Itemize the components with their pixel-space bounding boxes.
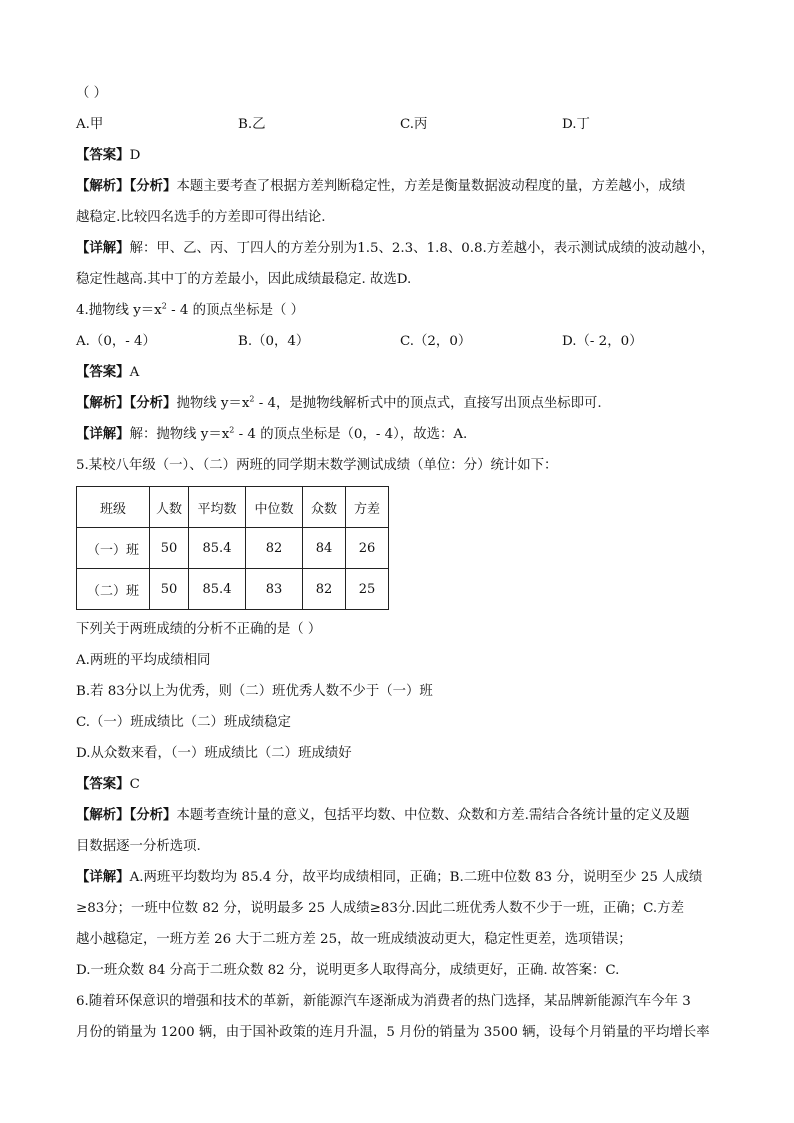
document-page — [76, 78, 726, 1048]
table-cell: 82 — [303, 569, 346, 610]
table-cell: 25 — [346, 569, 389, 610]
q5-choice-a: A.两班的平均成绩相同 — [76, 653, 211, 668]
q4-choice-d: D.（- 2，0） — [562, 334, 643, 349]
score-table — [76, 486, 389, 610]
detail-tag: 【详解】 — [76, 869, 130, 885]
q5-analysis-text-1: 本题考查统计量的意义，包括平均数、中位数、众数和方差.需结合各统计量的定义及题 — [176, 808, 690, 823]
q3-paren: （ ） — [76, 86, 108, 101]
q5-detail-line-4: D.一班众数 84 分高于二班众数 82 分，说明更多人取得高分，成绩更好，正确. 故答案：C. — [76, 963, 620, 978]
table-header-cell: 中位数 — [246, 487, 303, 528]
q5-analysis-line-1 — [76, 800, 726, 831]
q4-stem — [76, 295, 726, 326]
q4-choice-a: A.（0，- 4） — [76, 334, 156, 349]
q3-detail-line-2: 稳定性越高.其中丁的方差最小，因此成绩最稳定. 故选D. — [76, 272, 412, 287]
q3-detail-text-1: 解：甲、乙、丙、丁四人的方差分别为1.5、2.3、1.8、0.8.方差越小，表示测试成绩的波动越小， — [129, 241, 715, 256]
q3-choices — [76, 109, 726, 140]
table-header-cell: 人数 — [150, 487, 189, 528]
q5-choice-c: C.（一）班成绩比（二）班成绩稳定 — [76, 715, 291, 730]
q3-detail-line-1 — [76, 233, 726, 264]
table-cell: 85.4 — [189, 528, 246, 569]
answer-tag: 【答案】 — [76, 776, 130, 792]
q3-choice-c: C.丙 — [400, 117, 428, 132]
table-cell: （一）班 — [77, 528, 150, 569]
table-cell: 83 — [246, 569, 303, 610]
q3-choice-a: A.甲 — [76, 117, 104, 132]
q4-answer-value: A — [129, 365, 140, 380]
q4-answer — [76, 357, 726, 388]
q3-answer-value: D — [129, 148, 141, 163]
q5-detail-line-1 — [76, 862, 726, 893]
q3-answer — [76, 140, 726, 171]
table-cell: 82 — [246, 528, 303, 569]
detail-tag: 【详解】 — [76, 426, 130, 442]
q5-choice-b: B.若 83分以上为优秀，则（二）班优秀人数不少于（一）班 — [76, 684, 433, 699]
q5-analysis-line-2: 目数据逐一分析选项. — [76, 839, 201, 854]
table-cell: （二）班 — [77, 569, 150, 610]
table-row — [77, 528, 389, 569]
q5-detail-line-2: ≥83分；一班中位数 82 分，说明最多 25 人成绩≥83分.因此二班优秀人数不少于一班，正确；C.方差 — [76, 901, 684, 916]
q5-answer — [76, 769, 726, 800]
q4-analysis-sup: 2 — [249, 394, 255, 404]
analysis-tag: 【解析】【分析】 — [76, 395, 177, 411]
table-cell: 85.4 — [189, 569, 246, 610]
table-header-row — [77, 487, 389, 528]
q4-choice-b: B.（0，4） — [238, 334, 310, 349]
q4-detail-pre: 解：抛物线 y＝x — [129, 427, 230, 442]
table-row — [77, 569, 389, 610]
q3-choice-d: D.丁 — [562, 117, 590, 132]
q6-line-1: 6.随着环保意识的增强和技术的革新，新能源汽车逐渐成为消费者的热门选择，某品牌新能源汽车今年 3 — [76, 994, 691, 1009]
detail-tag: 【详解】 — [76, 240, 130, 256]
q3-choice-b: B.乙 — [238, 117, 266, 132]
q4-detail-post: - 4 的顶点坐标是（0，- 4），故选：A. — [234, 427, 468, 442]
table-cell: 50 — [150, 528, 189, 569]
q4-choice-c: C.（2，0） — [400, 334, 472, 349]
table-cell: 84 — [303, 528, 346, 569]
table-header-cell: 平均数 — [189, 487, 246, 528]
q5-stem: 5.某校八年级（一）、（二）两班的同学期末数学测试成绩（单位：分）统计如下： — [76, 458, 558, 473]
q4-detail — [76, 419, 726, 450]
answer-tag: 【答案】 — [76, 147, 130, 163]
q3-analysis-line-1 — [76, 171, 726, 202]
q4-stem-pre: 4.抛物线 y＝x — [76, 303, 162, 318]
q4-stem-sup: 2 — [161, 301, 167, 311]
q5-detail-line-3: 越小越稳定，一班方差 26 大于二班方差 25，故一班成绩波动更大，稳定性更差，选项错误； — [76, 932, 632, 947]
q5-choice-d: D.从众数来看，（一）班成绩比（二）班成绩好 — [76, 746, 352, 761]
q4-choices — [76, 326, 726, 357]
table-header-cell: 方差 — [346, 487, 389, 528]
table-cell: 50 — [150, 569, 189, 610]
q4-analysis-pre: 抛物线 y＝x — [176, 396, 250, 411]
answer-tag: 【答案】 — [76, 364, 130, 380]
q4-analysis — [76, 388, 726, 419]
q5-detail-text-1: A.两班平均数均为 85.4 分，故平均成绩相同，正确；B.二班中位数 83 分，说明至少 25 人成绩 — [129, 870, 703, 885]
table-header-cell: 班级 — [77, 487, 150, 528]
table-header-cell: 众数 — [303, 487, 346, 528]
analysis-tag: 【解析】【分析】 — [76, 178, 177, 194]
q3-analysis-line-2: 越稳定.比较四名选手的方差即可得出结论. — [76, 210, 326, 225]
q6-line-2: 月份的销量为 1200 辆，由于国补政策的连月升温，5 月份的销量为 3500 辆，设每个月销量的平均增长率 — [76, 1025, 710, 1040]
table-cell: 26 — [346, 528, 389, 569]
q4-stem-post: - 4 的顶点坐标是（ ） — [166, 303, 305, 318]
q5-answer-value: C — [129, 777, 140, 792]
q5-question: 下列关于两班成绩的分析不正确的是（ ） — [76, 622, 322, 637]
analysis-tag: 【解析】【分析】 — [76, 807, 177, 823]
q4-analysis-post: - 4，是抛物线解析式中的顶点式，直接写出顶点坐标即可. — [254, 396, 602, 411]
q4-detail-sup: 2 — [229, 425, 235, 435]
q3-analysis-text-1: 本题主要考查了根据方差判断稳定性，方差是衡量数据波动程度的量，方差越小，成绩 — [176, 179, 686, 194]
